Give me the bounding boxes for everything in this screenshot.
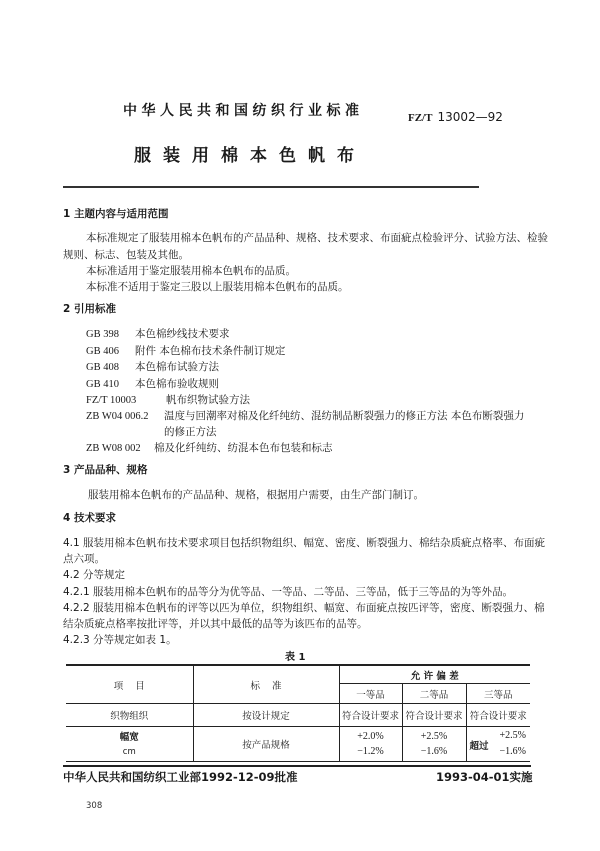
- clause-4-1-line2: 点六项。: [63, 553, 105, 565]
- section-1-heading: 1 主题内容与适用范围: [63, 208, 169, 220]
- table-row: [66, 704, 530, 727]
- header-grade-2: 二等品: [402, 684, 466, 704]
- section-1-para2: 本标准适用于鉴定服装用棉本色帆布的品质。: [86, 265, 296, 277]
- standard-code: [408, 110, 503, 124]
- header-tolerance: 允 许 偏 差: [339, 665, 530, 684]
- plus-tolerance: +2.0%: [357, 731, 384, 742]
- section-3-para: 服装用棉本色帆布的产品品种、规格，根据用户需要，由生产部门制订。: [88, 489, 424, 501]
- minus-tolerance: −1.6%: [499, 746, 526, 757]
- document-title: 服装用棉本色帆布: [134, 146, 366, 166]
- row-item: 织物组织: [66, 704, 193, 727]
- reference-code: ZB W08 002: [86, 443, 141, 454]
- plus-tolerance: +2.5%: [499, 730, 526, 741]
- row-grade-1: 符合设计要求: [339, 704, 402, 727]
- section-1-para3: 本标准不适用于鉴定三股以上服装用棉本色帆布的品质。: [86, 281, 349, 293]
- section-2-heading: 2 引用标准: [63, 303, 116, 315]
- footer-divider: [63, 765, 531, 767]
- reference-item: [86, 359, 219, 374]
- section-4-heading: 4 技术要求: [63, 512, 116, 524]
- minus-tolerance: −1.2%: [357, 746, 384, 757]
- clause-4-2: 4.2 分等规定: [63, 569, 126, 581]
- clause-4-2-2-line2: 结杂质疵点格率按批评等，并以其中最低的品等为该匹布的品等。: [63, 618, 368, 630]
- plus-tolerance: +2.5%: [420, 731, 448, 742]
- row-grade-3: 符合设计要求: [466, 704, 530, 727]
- header-divider: [63, 186, 479, 188]
- row-item-label: 幅宽: [119, 731, 139, 743]
- minus-tolerance: −1.6%: [420, 746, 448, 757]
- section-1-para1-line2: 规则、标志、包装及其他。: [63, 249, 189, 261]
- row-standard: 按设计规定: [193, 704, 339, 727]
- row-item-unit: cm: [122, 746, 136, 757]
- standard-code-number: 13002—92: [437, 110, 503, 124]
- clause-4-2-2-line1: 4.2.2 服装用棉本色帆布的评等以匹为单位，织物组织、幅宽、布面疵点按匹评等，密度、断裂强力、棉: [63, 602, 545, 614]
- section-1-para1-line1: 本标准规定了服装用棉本色帆布的产品品种、规格、技术要求、布面疵点检验评分、试验方法、检验: [86, 232, 548, 244]
- clause-4-1-line1: 4.1 服装用棉本色帆布技术要求项目包括织物组织、幅宽、密度、断裂强力、棉结杂质疵点格率、布面疵: [63, 537, 546, 549]
- table-row: [66, 727, 530, 762]
- reference-title: 本色棉布验收规则: [135, 378, 219, 390]
- header-item: 项 目: [66, 665, 193, 704]
- grading-table: [66, 664, 530, 762]
- row-item: [66, 727, 193, 762]
- row-grade-2: [402, 727, 466, 762]
- exceeds-prefix: 超过: [469, 741, 489, 752]
- row-standard: 按产品规格: [193, 727, 339, 762]
- reference-item: [86, 326, 230, 341]
- reference-code: GB 406: [86, 346, 119, 357]
- reference-item: [86, 440, 333, 455]
- standard-code-prefix: FZ/T: [408, 112, 433, 124]
- row-grade-2: 符合设计要求: [402, 704, 466, 727]
- reference-code: FZ/T 10003: [86, 395, 137, 406]
- table-caption: 表 1: [285, 652, 306, 663]
- header-grade-3: 三等品: [466, 684, 530, 704]
- reference-title: 本色棉布试验方法: [135, 361, 219, 373]
- section-3-heading: 3 产品品种、规格: [63, 464, 148, 476]
- clause-4-2-1: 4.2.1 服装用棉本色帆布的品等分为优等品、一等品、二等品、三等品，低于三等品的为等外品。: [63, 586, 514, 598]
- reference-item: [86, 343, 285, 358]
- row-grade-3: [466, 727, 530, 762]
- reference-code: GB 408: [86, 362, 119, 373]
- reference-title: 本色棉纱线技术要求: [135, 328, 230, 340]
- reference-title-continuation: 的修正方法: [164, 426, 217, 438]
- issuing-organization: 中华人民共和国纺织行业标准: [123, 103, 364, 119]
- reference-code: GB 410: [86, 379, 119, 390]
- reference-code: GB 398: [86, 329, 119, 340]
- header-standard: 标 准: [193, 665, 339, 704]
- approval-statement: 中华人民共和国纺织工业部1992-12-09批准: [63, 770, 298, 784]
- reference-item: [86, 376, 219, 391]
- clause-4-2-3: 4.2.3 分等规定如表 1。: [63, 634, 177, 646]
- page-number: 308: [86, 801, 103, 811]
- reference-code: ZB W04 006.2: [86, 411, 149, 422]
- reference-item: [86, 408, 524, 423]
- row-grade-1: [339, 727, 402, 762]
- reference-title: 附件 本色棉布技术条件制订规定: [135, 345, 286, 357]
- reference-title: 帆布织物试验方法: [166, 394, 250, 406]
- implementation-date: 1993-04-01实施: [436, 770, 533, 784]
- reference-title: 温度与回潮率对棉及化纤纯纺、混纺制品断裂强力的修正方法 本色布断裂强力: [164, 410, 525, 422]
- reference-item: [86, 392, 250, 407]
- header-grade-1: 一等品: [339, 684, 402, 704]
- reference-title: 棉及化纤纯纺、纺混本色布包装和标志: [154, 442, 333, 454]
